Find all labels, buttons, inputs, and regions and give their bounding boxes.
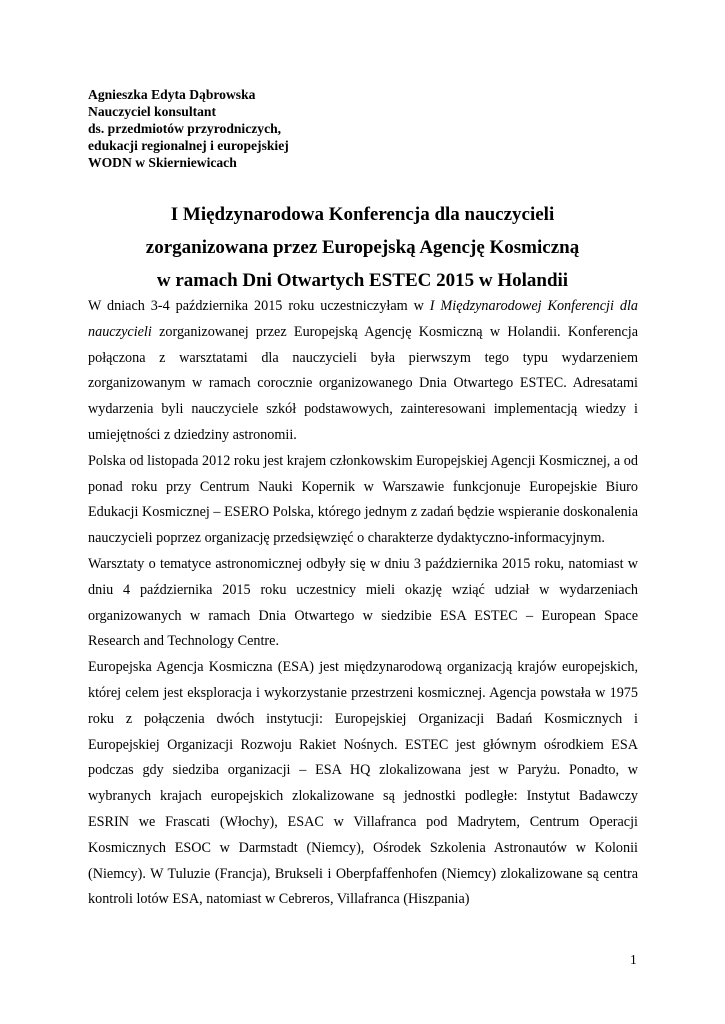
conference-name: I Międzynarodowej Konferencji dla nauczycieli [88, 298, 638, 340]
author-specialization-cont: edukacji regionalnej i europejskiej [88, 138, 289, 153]
author-specialization: ds. przedmiotów przyrodniczych, [88, 121, 282, 136]
author-block [88, 86, 289, 171]
title-line-1: I Międzynarodowa Konferencja dla nauczycieli [170, 204, 555, 225]
page-number: 1 [630, 952, 637, 967]
paragraph-1-lead: W dniach 3-4 października 2015 roku uczestniczyłam w [88, 298, 430, 314]
paragraph-1 [88, 294, 638, 449]
paragraph-4: Europejska Agencja Kosmiczna (ESA) jest międzynarodową organizacją krajów europejskich, której celem jest eksploracja i wykorzystanie przestrzeni kosmicznej. Agencja powstała w 1975 roku z połączenia dwóch instytucji: Europejskiej Organizacji Badań Kosmicznych i Europejskiej Organizacji Rozwoju Rakiet Nośnych. ESTEC jest głównym ośrodkiem ESA podczas gdy siedziba organizacji – ESA HQ zlokalizowana jest w Paryżu. Ponadto, w wybranych krajach europejskich zlokalizowane są jednostki podległe: Instytut Badawczy ESRIN we Frascati (Włochy), ESAC w Villafranca pod Madrytem, Centrum Operacji Kosmicznych ESOC w Darmstadt (Niemcy), Ośrodek Szkolenia Astronautów w Kolonii (Niemcy). W Tuluzie (Francja), Brukseli i Oberpfaffenhofen (Niemcy) zlokalizowane są centra kontroli lotów ESA, natomiast w Cebreros, Villafranca (Hiszpania) [88, 659, 638, 908]
paragraph-1-rest: zorganizowanej przez Europejską Agencję Kosmiczną w Holandii. Konferencja połączona z warsztatami dla nauczycieli była pierwszym tego typu wydarzeniem zorganizowanym w ramach corocznie organizowanego Dnia Otwartego ESTEC. Adresatami wydarzenia byli nauczyciele szkół podstawowych, zainteresowani implementacją wiedzy i umiejętności z dziedziny astronomii. [88, 323, 638, 443]
document-body [88, 294, 638, 913]
title-line-2: zorganizowana przez Europejską Agencję Kosmiczną [145, 237, 580, 258]
document-title [40, 198, 685, 297]
title-line-3: w ramach Dni Otwartych ESTEC 2015 w Holandii [156, 270, 569, 291]
paragraph-2: Polska od listopada 2012 roku jest krajem członkowskim Europejskiej Agencji Kosmicznej, a od ponad roku przy Centrum Nauki Kopernik w Warszawie funkcjonuje Europejskie Biuro Edukacji Kosmicznej – ESERO Polska, którego jednym z zadań będzie wspieranie doskonalenia nauczycieli poprzez organizację przedsięwzięć o charakterze dydaktyczno-informacyjnym. [88, 452, 638, 547]
author-institution: WODN w Skierniewicach [88, 155, 237, 170]
author-name: Agnieszka Edyta Dąbrowska [88, 87, 256, 102]
author-position: Nauczyciel konsultant [88, 104, 217, 119]
paragraph-3: Warsztaty o tematyce astronomicznej odbyły się w dniu 3 października 2015 roku, natomiast w dniu 4 października 2015 roku uczestnicy mieli okazję wziąć udział w wydarzeniach organizowanych w ramach Dnia Otwartego w siedzibie ESA ESTEC – European Space Research and Technology Centre. [88, 555, 638, 650]
